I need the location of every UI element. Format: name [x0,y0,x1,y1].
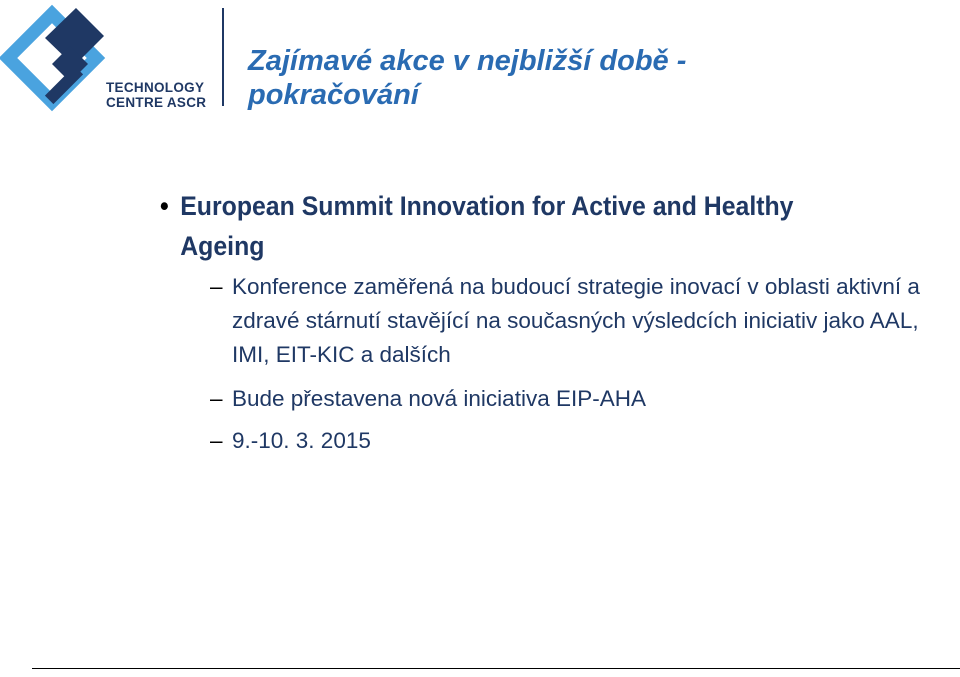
sub-item-text: Konference zaměřená na budoucí strategie inovací v oblasti aktivní a zdravé stárnutí stavějící na současných výsledcích iniciativ jako AAL, IMI, EIT-KIC a dalších [232,274,920,367]
bullet-item [160,186,843,266]
slide-title-line-2: pokračování [248,79,419,111]
dash-icon: – [210,274,223,299]
sub-item-text: 9.-10. 3. 2015 [232,428,371,453]
technology-centre-logo-icon [0,0,110,120]
header-divider [222,8,224,106]
bullet-text: European Summit Innovation for Active and Healthy Ageing [180,191,794,261]
slide-body [160,186,950,458]
dash-icon: – [210,386,223,411]
logo-line-2: CENTRE ASCR [106,95,207,110]
bullet-dot-icon: • [160,191,169,221]
sub-item-text: Bude přestavena nová iniciativa EIP-AHA [232,386,646,411]
logo-line-1: TECHNOLOGY [106,80,205,95]
sub-item [160,270,952,372]
dash-icon: – [210,428,223,453]
slide-title-line-1: Zajímavé akce v nejbližší době - [248,45,687,77]
sub-item [160,424,952,458]
logo [0,0,215,120]
sub-item [160,382,952,416]
logo-text [106,80,206,110]
slide-title [248,44,686,112]
footer-divider [32,668,960,669]
